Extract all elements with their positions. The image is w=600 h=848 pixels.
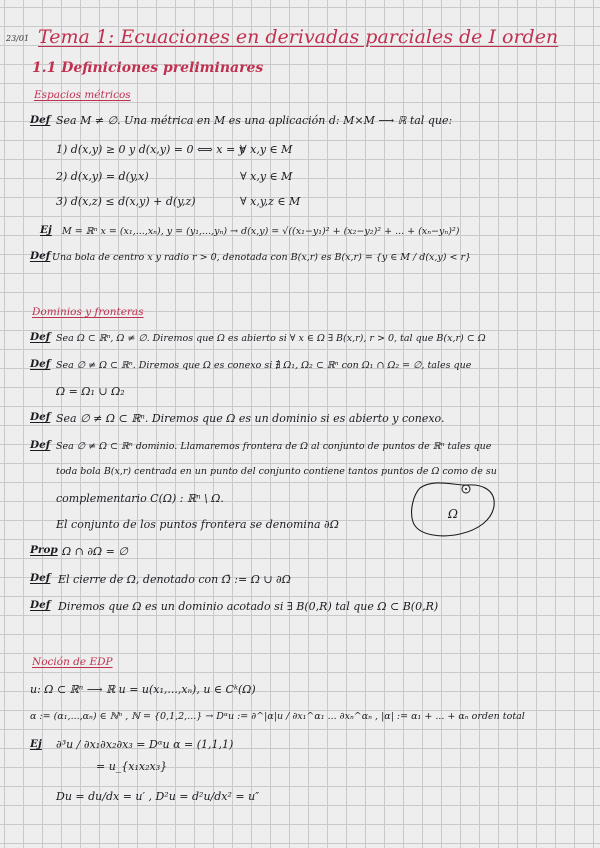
- def-tag: Def: [30, 331, 51, 343]
- edp-example: ∂³u / ∂x₁∂x₂∂x₃ = Dᵅu α = (1,1,1): [56, 738, 234, 751]
- boundary-definition-line3: complementario C(Ω) : ℝⁿ \ Ω.: [56, 492, 224, 505]
- figure-omega-label: Ω: [448, 507, 458, 521]
- section-domains: Dominios y fronteras: [32, 306, 144, 318]
- metric-property-3: 3) d(x,z) ≤ d(x,y) + d(y,z): [56, 195, 196, 208]
- def-tag: Def: [30, 572, 51, 584]
- def-tag: Def: [30, 411, 51, 423]
- metric-property-1-quantifier: ∀ x,y ∈ M: [240, 143, 293, 156]
- def-tag: Def: [30, 358, 51, 370]
- page-title: Tema 1: Ecuaciones en derivadas parciales de I orden: [38, 26, 559, 48]
- domain-definition: Sea ∅ ≠ Ω ⊂ ℝⁿ. Diremos que Ω es un dominio si es abierto y conexo.: [56, 412, 445, 425]
- boundary-definition-line4: El conjunto de los puntos frontera se denomina ∂Ω: [56, 518, 339, 531]
- metric-example: M = ℝⁿ x = (x₁,...,xₙ), y = (y₁,...,yₙ) → d(x,y) = √((x₁−y₁)² + (x₂−y₂)² + ... + (xₙ−yₙ)²): [62, 226, 460, 237]
- subtitle: 1.1 Definiciones preliminares: [32, 60, 264, 76]
- closure-definition: El cierre de Ω, denotado con Ω̄ := Ω ∪ ∂Ω: [58, 573, 291, 586]
- connected-definition-cont: Ω = Ω₁ ∪ Ω₂: [56, 385, 125, 398]
- metric-property-2: 2) d(x,y) = d(y,x): [56, 170, 149, 183]
- def-tag: Def: [30, 114, 51, 126]
- connected-definition: Sea ∅ ≠ Ω ⊂ ℝⁿ. Diremos que Ω es conexo si ∄ Ω₁, Ω₂ ⊂ ℝⁿ con Ω₁ ∩ Ω₂ = ∅, tales que: [56, 360, 472, 371]
- edp-example-subscript: = u_{x₁x₂x₃}: [96, 760, 168, 773]
- section-metric-spaces: Espacios métricos: [34, 89, 131, 101]
- metric-property-2-quantifier: ∀ x,y ∈ M: [240, 170, 293, 183]
- boundary-property: Ω ∩ ∂Ω = ∅: [62, 545, 128, 558]
- boundary-definition: Sea ∅ ≠ Ω ⊂ ℝⁿ dominio. Llamaremos frontera de Ω al conjunto de puntos de ℝⁿ tales que: [56, 441, 492, 452]
- metric-property-1: 1) d(x,y) ≥ 0 y d(x,y) = 0 ⟺ x = y: [56, 143, 245, 156]
- ej-tag: Ej: [30, 738, 42, 750]
- open-set-definition: Sea Ω ⊂ ℝⁿ, Ω ≠ ∅. Diremos que Ω es abierto si ∀ x ∈ Ω ∃ B(x,r), r > 0, tal que B(x,r) ⊂ Ω: [56, 333, 486, 344]
- edp-function: u: Ω ⊂ ℝⁿ ⟶ ℝ u = u(x₁,...,xₙ), u ∈ Cᵏ(Ω): [30, 683, 256, 696]
- derivative-notation: Du = du/dx = u′ , D²u = d²u/dx² = u″: [56, 790, 260, 803]
- date-label: 23/01: [6, 34, 30, 43]
- section-edp: Noción de EDP: [32, 656, 113, 668]
- metric-definition: Sea M ≠ ∅. Una métrica en M es una aplicación d: M×M ⟶ ℝ tal que:: [56, 114, 453, 127]
- boundary-point: [465, 488, 467, 490]
- metric-property-3-quantifier: ∀ x,y,z ∈ M: [240, 195, 301, 208]
- def-tag: Def: [30, 439, 51, 451]
- bounded-domain-definition: Diremos que Ω es un dominio acotado si ∃ B(0,R) tal que Ω ⊂ B(0,R): [58, 600, 439, 613]
- ball-definition: Una bola de centro x y radio r > 0, denotada con B(x,r) es B(x,r) = {y ∈ M / d(x,y) < r}: [52, 252, 472, 263]
- domain-figure: [408, 480, 500, 540]
- boundary-definition-line2: toda bola B(x,r) centrada en un punto del conjunto contiene tantos puntos de Ω como de su: [56, 466, 497, 477]
- def-tag: Def: [30, 599, 51, 611]
- def-tag: Def: [30, 250, 51, 262]
- prop-tag: Prop: [30, 544, 58, 556]
- multi-index-definition: α := (α₁,...,αₙ) ∈ ℕⁿ , ℕ = {0,1,2,...} → Dᵅu := ∂^|α|u / ∂x₁^α₁ ... ∂xₙ^αₙ , |α| := α₁ + ... + αₙ orden total: [30, 711, 525, 722]
- ej-tag: Ej: [40, 224, 52, 236]
